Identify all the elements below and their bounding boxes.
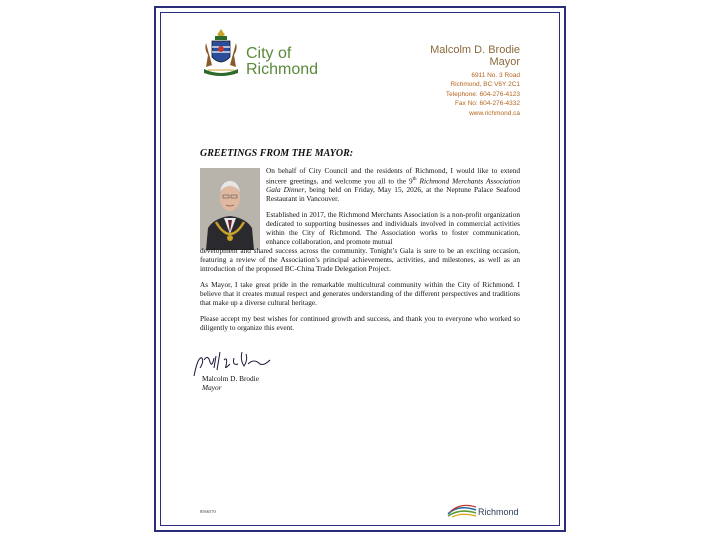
fax: Fax No: 604-276-4332 <box>454 99 520 107</box>
city-crest-icon <box>200 27 242 79</box>
paragraph-4: Please accept my best wishes for continued growth and success, and thank you to everyone who worked so diligently to organize this event. <box>200 314 520 333</box>
mayor-title: Mayor <box>489 56 520 68</box>
letter-body <box>200 166 520 339</box>
website-link[interactable]: www.richmond.ca <box>469 110 520 117</box>
city-name-line1: City of <box>246 45 292 62</box>
signer-title: Mayor <box>202 383 222 392</box>
p1-text-b: , being held on Friday, May 15, 2026, at the Neptune Palace Seafood Restaurant in Vancouver. <box>266 185 521 204</box>
letter-heading: GREETINGS FROM THE MAYOR: <box>200 148 354 159</box>
p2-text-b: development and shared success across the community. Tonight’s Gala is sure to be an exciting occasion, featuring a review of the Association’s principal achievements, activities, and milestones, as well as an introduction of the proposed BC-China Trade Delegation Project. <box>200 246 520 274</box>
document-code: 8566570 <box>200 509 216 514</box>
p2-text-a: Established in 2017, the Richmond Merchants Association is a non-profit organization dedicated to supporting businesses and individuals involved in commercial activities within the City of Richmond. The Association works to foster communication, enhance collaboration, and promote mutual <box>266 210 520 247</box>
paragraph-2a <box>266 210 520 246</box>
mayor-name: Malcolm D. Brodie <box>430 44 520 56</box>
city-name-line2: Richmond <box>246 61 319 78</box>
p1-event-name: Richmond Merchants Association Gala Dinner <box>266 176 520 195</box>
telephone: Telephone: 604-276-4123 <box>445 91 520 98</box>
address-line1: 6911 No. 3 Road <box>471 72 520 79</box>
signature-block <box>202 374 259 392</box>
paragraph-1 <box>266 166 520 203</box>
city-name <box>246 46 318 78</box>
mayor-block <box>430 44 520 68</box>
paragraph-3: As Mayor, I take great pride in the remarkable multicultural community within the City of Richmond. I believe that it creates mutual respect and generates understanding of the different perspectives and traditions that make up a diverse cultural heritage. <box>200 280 520 308</box>
contact-block <box>446 72 520 119</box>
paragraph-2b <box>200 246 520 273</box>
address-line2: Richmond, BC V6Y 2C1 <box>450 80 520 88</box>
signer-name: Malcolm D. Brodie <box>202 374 259 383</box>
p1-superscript: th <box>412 177 417 182</box>
p1-text-a: On behalf of City Council and the residents of Richmond, I would like to extend sincere greetings, and welcome you all to the <box>266 166 520 186</box>
footer-logo-text: Richmond <box>478 507 519 517</box>
p1-number: 9 <box>408 176 413 186</box>
